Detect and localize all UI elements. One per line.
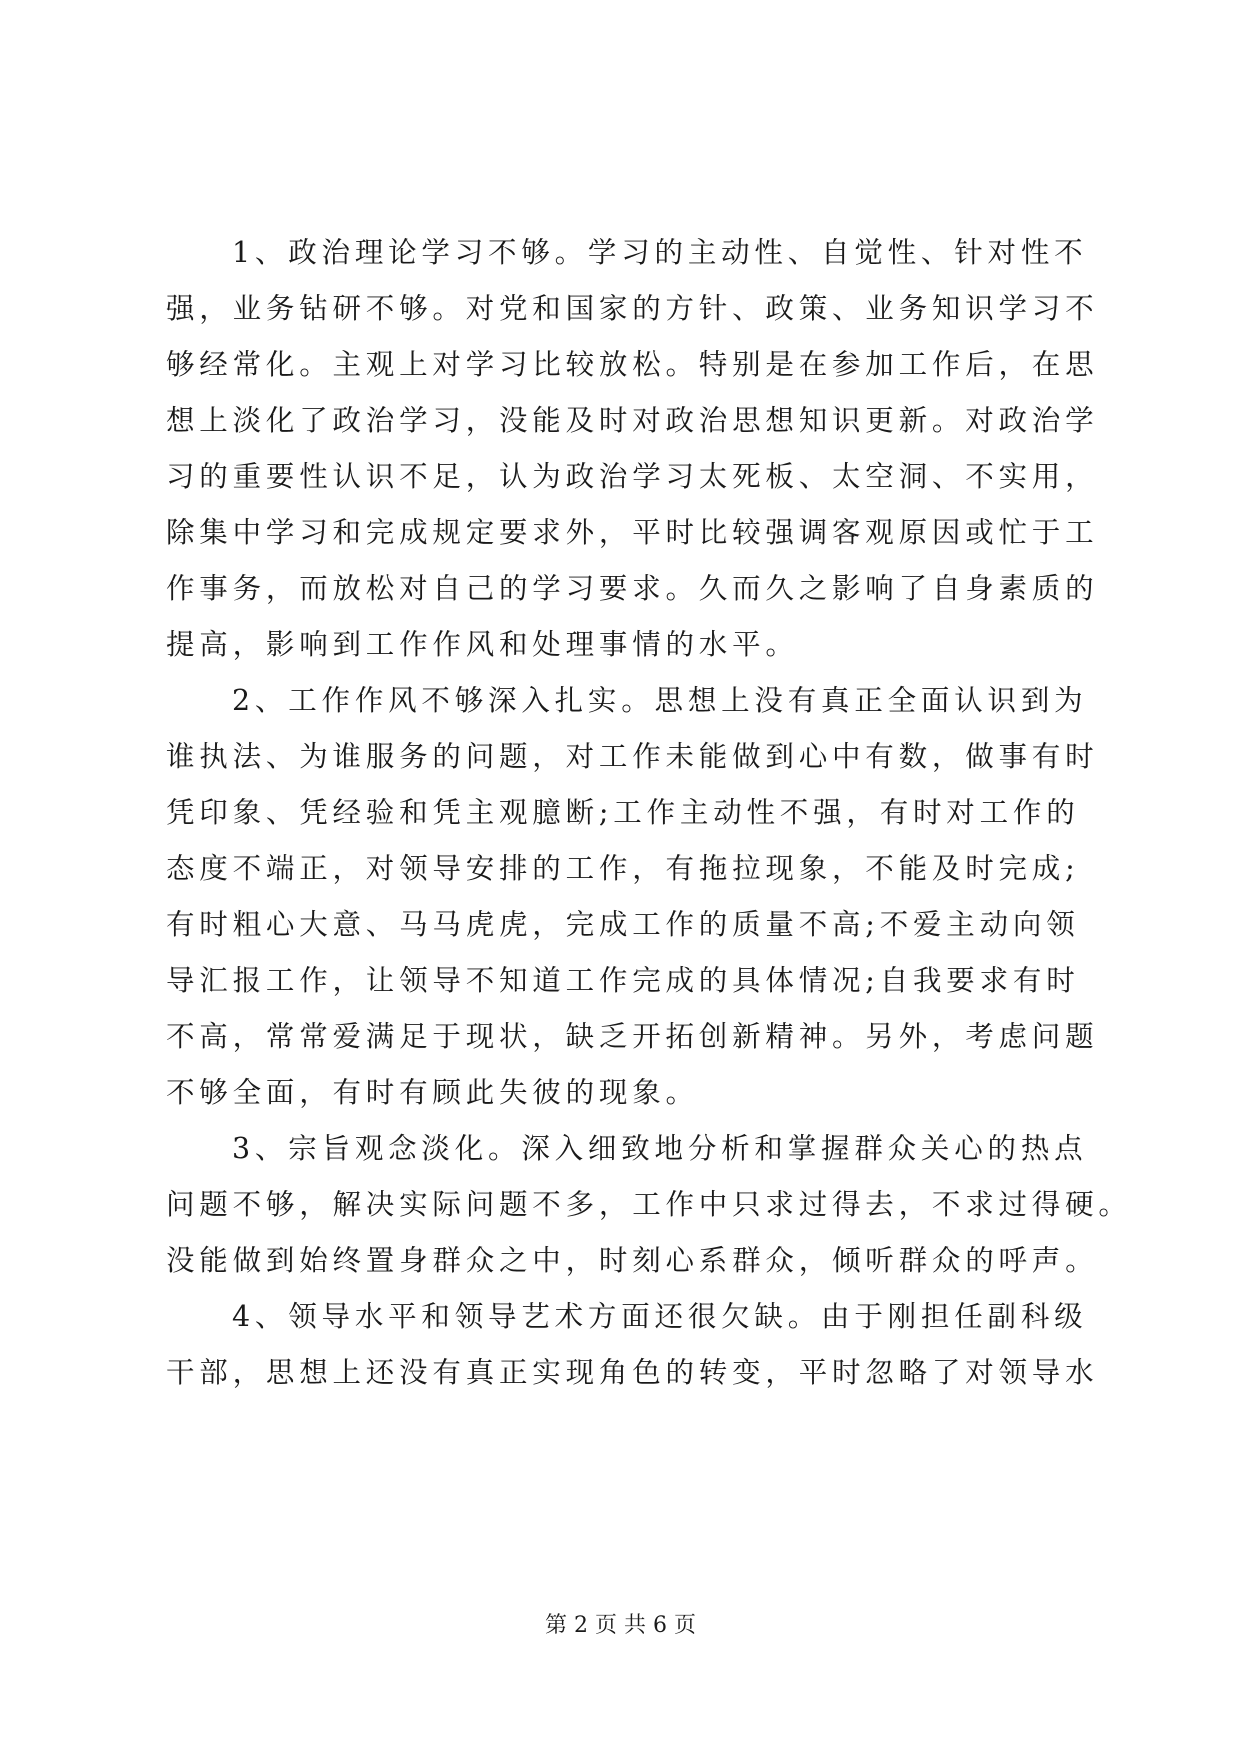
paragraph-1-line-3: 够经常化。主观上对学习比较放松。特别是在参加工作后，在思: [166, 348, 1099, 381]
paragraph-1-line-7: 作事务，而放松对自己的学习要求。久而久之影响了自身素质的: [166, 572, 1099, 605]
paragraph-2-line-1: 2、工作作风不够深入扎实。思想上没有真正全面认识到为: [232, 684, 1088, 717]
paragraph-3-line-3: 没能做到始终置身群众之中，时刻心系群众，倾听群众的呼声。: [166, 1244, 1099, 1277]
paragraph-2-line-6: 导汇报工作，让领导不知道工作完成的具体情况;自我要求有时: [166, 964, 1080, 997]
page-footer: 第 2 页 共 6 页: [545, 1613, 696, 1638]
paragraph-4-line-2: 干部，思想上还没有真正实现角色的转变，平时忽略了对领导水: [166, 1356, 1099, 1389]
paragraph-1-line-4: 想上淡化了政治学习，没能及时对政治思想知识更新。对政治学: [166, 404, 1099, 437]
paragraph-2-line-5: 有时粗心大意、马马虎虎，完成工作的质量不高;不爱主动向领: [166, 908, 1080, 941]
paragraph-1-line-8: 提高，影响到工作作风和处理事情的水平。: [166, 628, 799, 661]
paragraph-1-line-6: 除集中学习和完成规定要求外，平时比较强调客观原因或忙于工: [166, 516, 1099, 549]
paragraph-2-line-3: 凭印象、凭经验和凭主观臆断;工作主动性不强，有时对工作的: [166, 796, 1080, 829]
paragraph-2-line-7: 不高，常常爱满足于现状，缺乏开拓创新精神。另外，考虑问题: [166, 1020, 1099, 1053]
paragraph-1-line-1: 1、政治理论学习不够。学习的主动性、自觉性、针对性不: [232, 236, 1088, 269]
paragraph-2-line-8: 不够全面，有时有顾此失彼的现象。: [166, 1076, 699, 1109]
paragraph-1-line-2: 强，业务钻研不够。对党和国家的方针、政策、业务知识学习不: [166, 292, 1099, 325]
paragraph-1-line-5: 习的重要性认识不足，认为政治学习太死板、太空洞、不实用，: [166, 460, 1099, 493]
paragraph-2-line-4: 态度不端正，对领导安排的工作，有拖拉现象，不能及时完成;: [166, 852, 1080, 885]
paragraph-2-line-2: 谁执法、为谁服务的问题，对工作未能做到心中有数，做事有时: [166, 740, 1099, 773]
paragraph-3-line-1: 3、宗旨观念淡化。深入细致地分析和掌握群众关心的热点: [232, 1132, 1088, 1165]
paragraph-3-line-2: 问题不够，解决实际问题不多，工作中只求过得去，不求过得硬。: [166, 1188, 1132, 1221]
paragraph-4-line-1: 4、领导水平和领导艺术方面还很欠缺。由于刚担任副科级: [232, 1300, 1088, 1333]
